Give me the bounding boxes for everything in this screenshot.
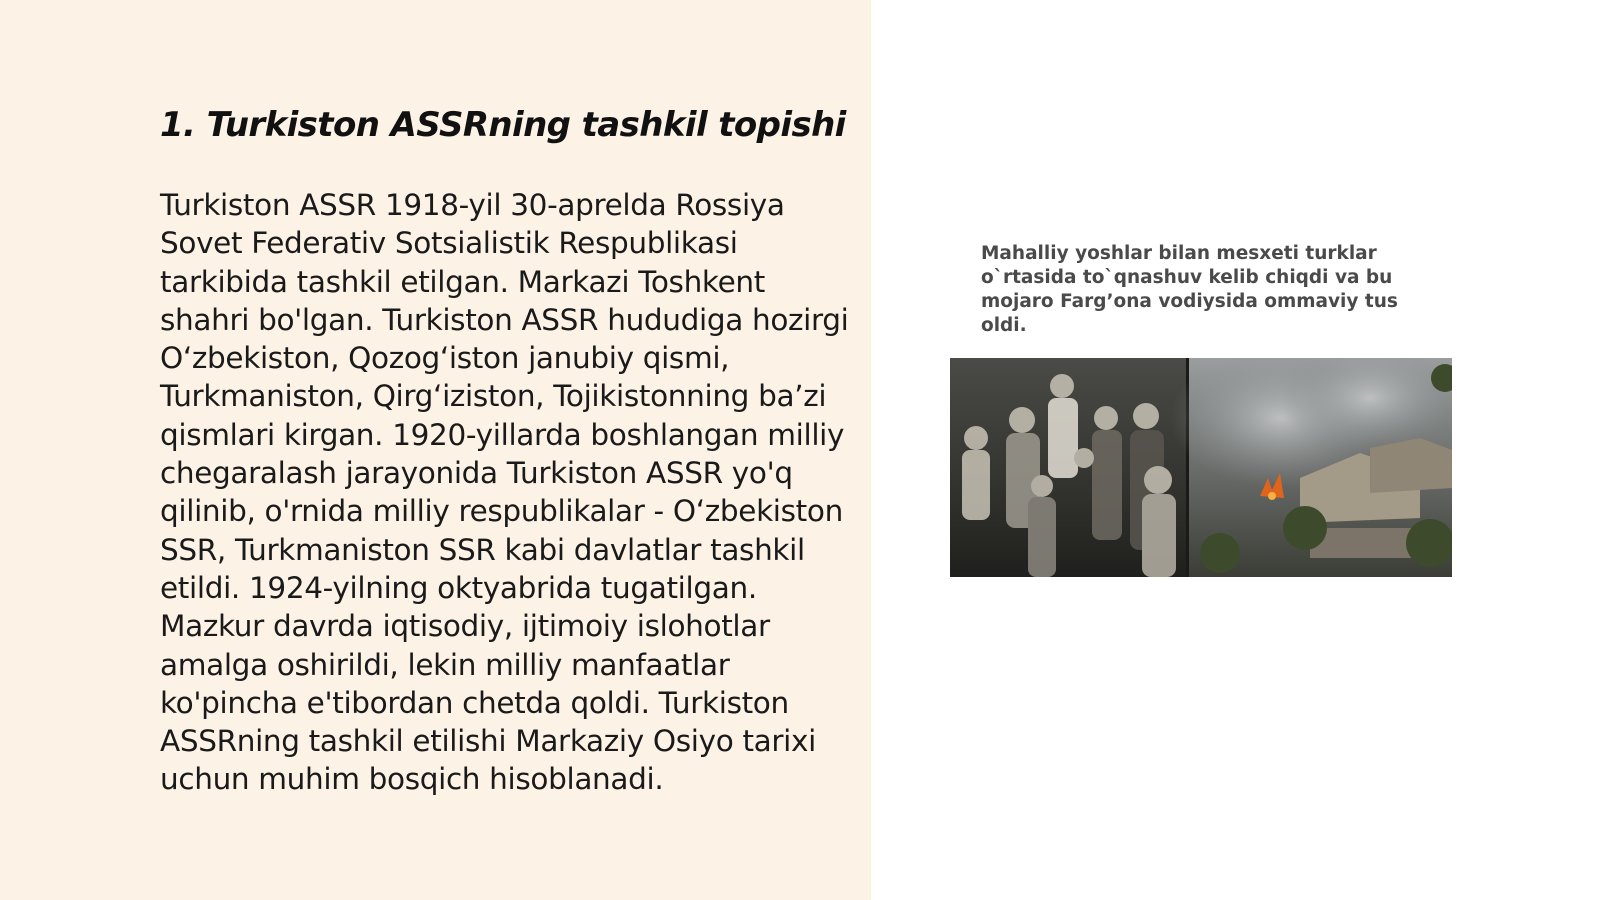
slide-title: 1. Turkiston ASSRning tashkil topishi <box>160 105 846 145</box>
conflict-photo <box>950 358 1452 577</box>
news-figure <box>950 232 1452 577</box>
figure-caption: Mahalliy yoshlar bilan mesxeti turklar o`rtasida to`qnashuv kelib chiqdi va bu mojaro Farg’ona vodiysida ommaviy tus oldi. <box>981 243 1398 336</box>
slide-body-text: Turkiston ASSR 1918-yil 30-aprelda Rossiya Sovet Federativ Sotsialistik Respublikasi tarkibida tashkil etilgan. Markazi Toshkent shahri bo'lgan. Turkiston ASSR hududiga hozirgi O‘zbekiston, Qozog‘iston janubiy qismi, Turkmaniston, Qirg‘iziston, Tojikistonning ba’zi qismlari kirgan. 1920-yillarda boshlangan milliy chegaralash jarayonida Turkiston ASSR yo'q qilinib, o'rnida milliy respublikalar - O‘zbekiston SSR, Turkmaniston SSR kabi davlatlar tashkil etildi. 1924-yilning oktyabrida tugatilgan. Mazkur davrda iqtisodiy, ijtimoiy islohotlar amalga oshirildi, lekin milliy manfaatlar ko'pincha e'tibordan chetda qoldi. Turkiston ASSRning tashkil etilishi Markaziy Osiyo tarixi uchun muhim bosqich hisoblanadi. <box>160 188 849 797</box>
